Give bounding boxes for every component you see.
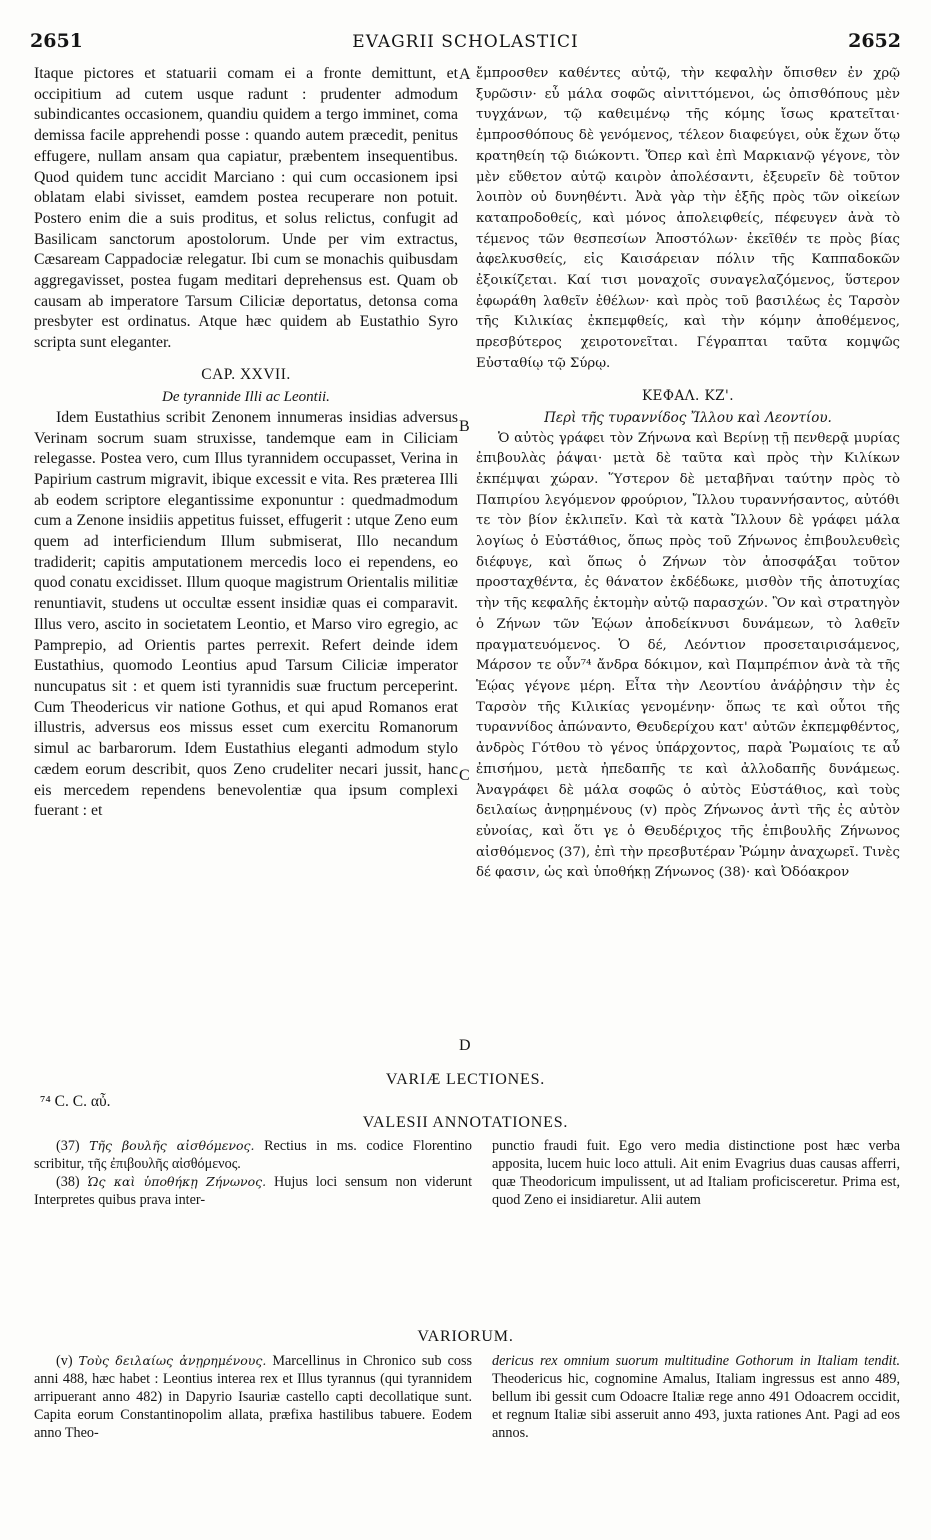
- variae-lectiones-heading: VARIÆ LECTIONES.: [385, 1071, 546, 1088]
- margin-marker-d: D: [459, 1037, 471, 1054]
- page-number-left: 2651: [30, 30, 83, 52]
- valesii-annotationes-heading: VALESII ANNOTATIONES.: [362, 1114, 569, 1131]
- greek-chapter-subtitle: Περὶ τῆς τυραννίδος Ἴλλου καὶ Λεοντίου.: [544, 409, 832, 426]
- running-title: EVAGRII SCHOLASTICI: [352, 32, 579, 52]
- note-38-lemma: Ὡς καὶ ὑποθήκῃ Ζήνωνος.: [87, 1174, 267, 1189]
- note-v-label: (v): [56, 1353, 73, 1369]
- note-37-lemma: Τῆς βουλῆς αἰσθόμενος.: [89, 1138, 255, 1153]
- greek-paragraph-1: ἔμπροσθεν καθέντες αὐτῷ, τὴν κεφαλὴν ὄπισθεν ἐν χρῷ ξυρῶσιν· εὖ μάλα σοφῶς αἰνιττόμενοι, ὡς ὀπισθόπους μὲν τυγχάνων, τῷ καθειμένῳ τῆς κόμης ἴσως κρατεῖται· ἐμπροσθόπους δὲ γενόμενος, τέλεον διαφεύγει, οὐκ ἔχων ὅτῳ κρατηθείη τῷ διώκοντι. Ὅπερ καὶ ἐπὶ Μαρκιανῷ γέγονε, τὸν μὲν εὔθετον αὐτῷ καιρὸν ἀπολέσαντι, ἐξευρεῖν δὲ τοῦτον λοιπὸν οὐ δυνηθέντι. Ἀνὰ γὰρ τὴν ἑξῆς πρὸς τῶν οἰκείων καταπροδοθείς, καὶ μόνος ἀπολειφθείς, πέφευγεν ἀνὰ τὸ τέμενος τῶν θεσπεσίων Ἀποστόλων· ἐκεῖθέν τε πρὸς βίας ἀφελκυσθείς, εἰς Καισάρειαν πόλιν τῆς Καππαδοκῶν ἐξοικίζεται. Καί τισι μοναχοῖς συναγελαζόμενος, ὕστερον ἐφωράθη λαθεῖν ἐθέλων· καὶ πρὸς τοῦ βασιλέως ἐς Ταρσὸν τῆς Κιλικίας ἐκπεμφθείς, καὶ τὴν κόμην ἀποθέμενος, πρεσβύτερος χειροτονεῖται. Γέγραπται ταῦτα κομψῶς Εὐσταθίῳ τῷ Σύρῳ.: [476, 66, 900, 371]
- variorum-quote: dericus rex omnium suorum multitudine Gothorum in Italiam tendit.: [492, 1353, 900, 1369]
- valesii-notes-right: [492, 1137, 900, 1327]
- note-38-text: Hujus loci sensum non viderunt Interpretes quibus prava inter-: [34, 1174, 472, 1208]
- note-38-label: (38): [56, 1174, 80, 1190]
- valesii-note-38: [34, 1173, 472, 1209]
- margin-marker-c: C: [459, 767, 470, 784]
- note-v-text: Marcellinus in Chronico sub coss anni 488, hæc habet : Leontius interea rex et Illus tyrannus (qui tyrannidem arripuerant anno 482) in Dapyrio Isauriæ castello capti decollatique sunt. Capita eorum Constantinopolim allata, præfixa hastilibus tabuere. Eodem anno Theo-: [34, 1353, 472, 1441]
- latin-column: [34, 64, 458, 1066]
- greek-paragraph-2: Ὁ αὐτὸς γράφει τὸν Ζήνωνα καὶ Βερίνῃ τῇ πενθερᾷ μυρίας ἐπιβουλὰς ῥάψαι· μετὰ δὲ ταῦτα καὶ πρὸς τὴν Κιλίκων ἐκπέμψαι χώραν. Ὕστερον δὲ μεταβῆναι ταύτην πρὸς τὸ Παπιρίου λεγόμενον φρούριον, Ἴλλου τυραννήσαντος, αὐτόθι τε τὸν βίον ἐκλιπεῖν. Καὶ τὰ κατὰ Ἴλλουν δὲ γράφει μάλα λογίως ὁ Εὐστάθιος, ὅπως πρὸς τοῦ Ζήνωνος ἐπιβουλευθεὶς διέφυγε, καὶ ὅπως ὁ Ζήνων τὸν ἀποσφάξαι τοῦτον προσταχθέντα, ἐς θάνατον ἐκδέδωκε, μισθὸν τῆς ἀποτυχίας τὴν τῆς κεφαλῆς ἐκτομὴν αὐτῷ παρασχών. Ὃν καὶ στρατηγὸν ὁ Ζήνων τῶν Ἑῴων ἀποδείκνυσι δυνάμεων, τὸ λαθεῖν πραγματευόμενος. Ὁ δέ, Λεόντιον προσεταιρισάμενος, Μάρσον τε οὖν⁷⁴ ἄνδρα δόκιμον, καὶ Παμπρέπιον ἀνὰ τὰ τῆς Ἑῴας γέγονε μέρη. Εἶτα τὴν Λεοντίου ἀνάῤῥησιν τὴν ἐς Ταρσὸν τῆς Κιλικίας γενομένην· ὅπως τε καὶ οὗτοι τῆς τυραννίδος ἀπώναντο, Θευδερίχου κατ' αὐτῶν ἐκπεμφθέντος, ἀνδρὸς Γότθου τὸ γένος ὑπάρχοντος, παρὰ Ῥωμαίοις τε αὖ ἐπισήμου, μετὰ ἠπεδαπῆς τε καὶ ἀλλοδαπῆς δυνάμεως. Ἀναγράφει δὲ μάλα σοφῶς ὁ αὐτὸς Εὐστάθιος, καὶ τοὺς δειλαίως ἀνῃρημένους (v) πρὸς Ζήνωνος ἀντὶ τῆς ἐς αὐτὸν εὐνοίας, καὶ ὅτι γε ὁ Θευδέριχος τῆς ἐπιβουλῆς Ζήνωνος αἰσθόμενος (37), ἐπὶ τὴν πρεσβυτέραν Ῥώμην ἀναχωρεῖ. Τινὲς δέ φασιν, ὡς καὶ ὑποθήκῃ Ζήνωνος (38)· καὶ Ὀδόακρον: [476, 430, 900, 881]
- valesii-note-37: [34, 1137, 472, 1173]
- latin-paragraph-2: Idem Eustathius scribit Zenonem innumeras insidias adversus Verinam socrum suam struxisse, tandemque eam in Ciliciam relegasse. Postea vero, cum Illus tyrannidem occupasset, Verina in Papirium castrum migravit, ibique excessit e vita. Res præterea Illi ab eodem scriptore elegantissime exponuntur : quedmadmodum cum a Zenone insidiis appetitus fuisset, effugerit : utque Zeno eum quem ad interficiendum Illum submiserat, Illo necandum tradiderit; capitis amputationem mercedis loco ei rependens, eo quod conatu excidisset. Illum quoque magistrum Orientalis militiæ renuntiavit, studens ut occultæ essent insidiæ quas ei comparavit. Illus vero, ascito in societatem Leontio, et Marso viro egregio, ac Pamprepio, ad Orientis partes perrexit. Refert deinde idem Eustathius, quomodo Leontius apud Tarsum Ciliciæ imperator nuncupatus sit : et quem isti tyrannidis suæ fructum perceperint. Cum Theodericus vir natione Gothus, et qui apud Romanos erat illustris, adversus eos missus esset cum exercitu Romanorum simul ac barbarorum. Idem Eustathius eleganti admodum stylo cædem eorum describit, quos Zeno crudeliter necari jussit, hanc eis mercedem rependens benevolentiæ qua ipsum complexi fuerant : et: [34, 408, 458, 820]
- greek-chapter-title: ΚΕΦΑΛ. ΚΖ'.: [641, 387, 735, 404]
- note-37-label: (37): [56, 1138, 80, 1154]
- latin-chapter-subtitle: De tyrannide Illi ac Leontii.: [162, 388, 330, 405]
- variorum-heading: VARIORUM.: [417, 1328, 514, 1345]
- page-number-right: 2652: [848, 30, 901, 52]
- variorum-note-continuation: [492, 1352, 900, 1442]
- note-37-text: Rectius in ms. codice Florentino scribitur, τῆς ἐπιβουλῆς αἰσθόμενος.: [34, 1138, 472, 1172]
- page-header: [30, 30, 901, 60]
- latin-paragraph-1: Itaque pictores et statuarii comam ei a fronte demittunt, et occipitium ad cutem usque radunt : prudenter admodum subindicantes occasionem, quandiu quidem a tergo imminet, coma demissa facile apprehendi posse : quando autem præcedit, penitus effugere, nullam ansam qua capiatur, præbentem insequentibus. Quod quidem tunc accidit Marciano : qui cum occasionem ipsi oblatam elabi sivisset, eamdem postea recuperare non potuit. Postero enim die a suis proditus, et solus relictus, confugit ad Basilicam sanctorum apostolorum. Unde per vim extractus, Cæsaream Cappadociæ relegatur. Ibi cum se monachis quibusdam aggregavisset, postea fugam meditari deprehensus est. Quam ob causam ab imperatore Tarsum Ciliciæ deportatus, detonsa coma presbyter est ordinatus. Atque hæc quidem ab Eustathio Syro scripta sunt eleganter.: [34, 65, 458, 352]
- margin-marker-a: A: [459, 66, 471, 83]
- variorum-notes-left: [34, 1352, 472, 1532]
- greek-column: [476, 64, 900, 1066]
- latin-chapter-title: CAP. XXVII.: [201, 365, 291, 383]
- variorum-note-v: [34, 1352, 472, 1442]
- valesii-note-continuation: punctio fraudi fuit. Ego vero media distinctione post hæc verba apposita, lucem huic loco attuli. Ait enim Evagrius duas causas afferri, quæ Theodoricum impulissent, ut ad Italiam proficisceretur. Prima est, quod Zeno ei insidiaretur. Alii autem: [492, 1138, 900, 1208]
- margin-marker-b: B: [459, 418, 470, 435]
- note-v-lemma: Τοὺς δειλαίως ἀνῃρημένους.: [78, 1353, 267, 1368]
- variorum-text: Theodericus hic, cognomine Amalus, Italiam ingressus est anno 489, bellum ibi gessit cum Odoacre Italiæ rege anno 491 Odoacrem occidit, et regnum Italiæ sibi asseruit anno 493, juxta rationes Ant. Pagi ad eos annos.: [492, 1371, 900, 1441]
- variae-lectiones-note: ⁷⁴ C. C. αὖ.: [40, 1093, 111, 1110]
- variorum-notes-right: [492, 1352, 900, 1532]
- valesii-notes-left: [34, 1137, 472, 1327]
